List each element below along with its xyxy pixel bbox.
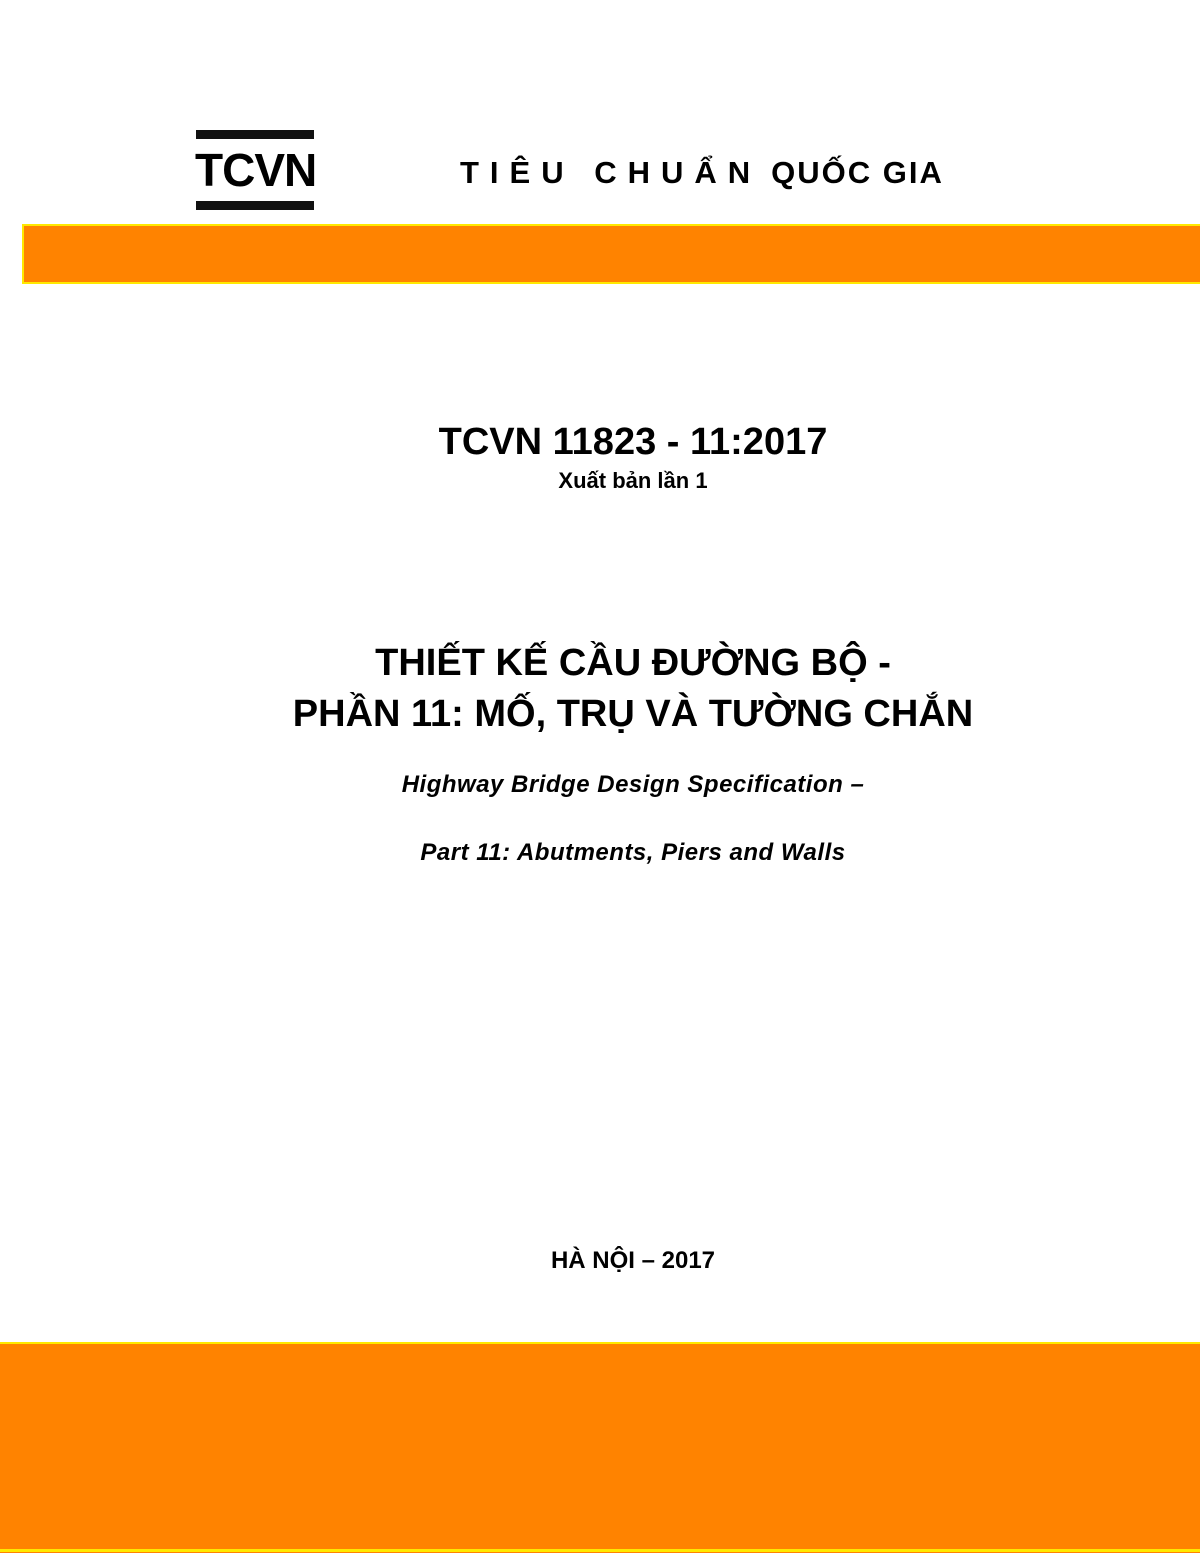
header-title-part1: TIÊU CHUẨN bbox=[460, 155, 762, 190]
logo-top-bar bbox=[196, 130, 314, 139]
header-title-part2: QUỐC GIA bbox=[771, 155, 944, 190]
tcvn-logo bbox=[195, 130, 315, 210]
edition-note: Xuất bản lần 1 bbox=[558, 468, 708, 493]
publication-place: HÀ NỘI – 2017 bbox=[550, 1247, 716, 1274]
logo-bottom-bar bbox=[196, 201, 314, 210]
orange-band-bottom-yellow-line bbox=[0, 1549, 1200, 1552]
header-title bbox=[460, 152, 944, 194]
orange-band-top bbox=[22, 224, 1200, 284]
main-title-vietnamese bbox=[66, 638, 1200, 740]
standard-code: TCVN 11823 - 11:2017 bbox=[438, 421, 828, 463]
main-title-vi-line1: THIẾT KẾ CẦU ĐƯỜNG BỘ - bbox=[375, 642, 891, 684]
main-title-english-line2: Part 11: Abutments, Piers and Walls bbox=[420, 839, 846, 866]
main-title-vi-line2: PHẦN 11: MỐ, TRỤ VÀ TƯỜNG CHẮN bbox=[292, 693, 974, 735]
orange-band-bottom bbox=[0, 1342, 1200, 1553]
logo-text: TCVN bbox=[195, 144, 317, 196]
main-title-english-line1: Highway Bridge Design Specification – bbox=[401, 771, 865, 798]
